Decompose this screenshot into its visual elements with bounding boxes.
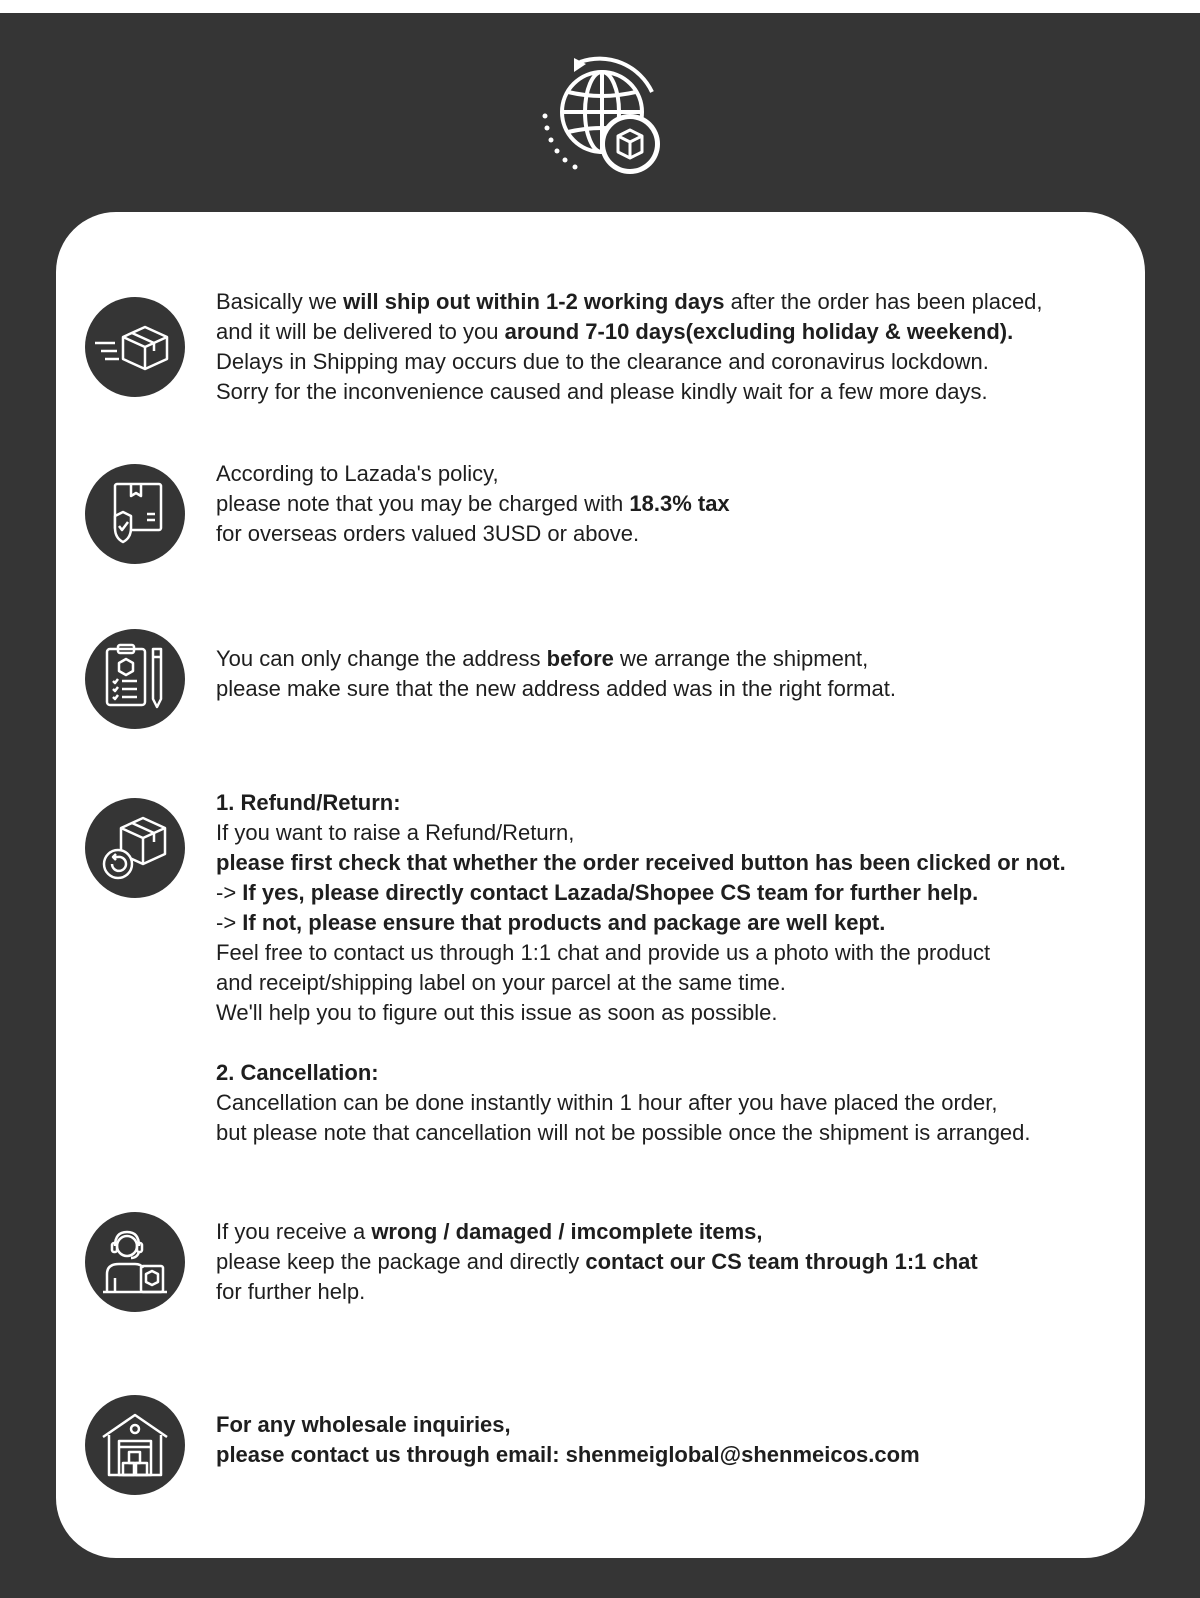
- text-line: You can only change the address before we arrange the shipment,: [216, 646, 869, 671]
- wrong-item-text: [216, 1217, 1136, 1307]
- refund-cancellation-text: [216, 788, 1136, 1148]
- text-line: According to Lazada's policy,: [216, 461, 499, 486]
- wholesale-text: [216, 1410, 1136, 1470]
- clipboard-checklist-icon: [85, 629, 185, 729]
- text-line: Basically we will ship out within 1-2 working days after the order has been placed,: [216, 289, 1043, 314]
- globe-shipping-icon: [540, 52, 670, 182]
- text-line: -> If yes, please directly contact Lazada/Shopee CS team for further help.: [216, 880, 979, 905]
- contact-email-line[interactable]: please contact us through email: shenmeiglobal@shenmeicos.com: [216, 1442, 920, 1467]
- warehouse-icon: [85, 1395, 185, 1495]
- text-line: If you want to raise a Refund/Return,: [216, 820, 575, 845]
- customer-service-agent-icon: [85, 1212, 185, 1312]
- text-line: -> If not, please ensure that products and package are well kept.: [216, 910, 886, 935]
- text-line: please keep the package and directly contact our CS team through 1:1 chat: [216, 1249, 978, 1274]
- text-line: please first check that whether the order received button has been clicked or not.: [216, 850, 1066, 875]
- tax-policy-text: [216, 459, 1136, 549]
- text-line: for overseas orders valued 3USD or above.: [216, 521, 640, 546]
- text-line: We'll help you to figure out this issue as soon as possible.: [216, 1000, 778, 1025]
- text-line: Delays in Shipping may occurs due to the clearance and coronavirus lockdown.: [216, 349, 989, 374]
- text-line: but please note that cancellation will not be possible once the shipment is arranged.: [216, 1120, 1031, 1145]
- cancellation-title: 2. Cancellation:: [216, 1060, 379, 1085]
- return-box-icon: [85, 798, 185, 898]
- shipping-time-text: [216, 287, 1136, 407]
- text-line: and it will be delivered to you around 7-10 days(excluding holiday & weekend).: [216, 319, 1014, 344]
- text-line: please note that you may be charged with 18.3% tax: [216, 491, 730, 516]
- fast-delivery-box-icon: [85, 297, 185, 397]
- text-line: Sorry for the inconvenience caused and please kindly wait for a few more days.: [216, 379, 988, 404]
- box-shield-icon: [85, 464, 185, 564]
- refund-title: 1. Refund/Return:: [216, 790, 401, 815]
- text-line: for further help.: [216, 1279, 366, 1304]
- shipping-info-card: [56, 212, 1145, 1558]
- text-line: For any wholesale inquiries,: [216, 1412, 511, 1437]
- text-line: Feel free to contact us through 1:1 chat and provide us a photo with the product: [216, 940, 991, 965]
- address-change-text: [216, 644, 1136, 704]
- text-line: If you receive a wrong / damaged / imcomplete items,: [216, 1219, 763, 1244]
- text-line: Cancellation can be done instantly within 1 hour after you have placed the order,: [216, 1090, 998, 1115]
- text-line: and receipt/shipping label on your parcel at the same time.: [216, 970, 786, 995]
- text-line: please make sure that the new address added was in the right format.: [216, 676, 896, 701]
